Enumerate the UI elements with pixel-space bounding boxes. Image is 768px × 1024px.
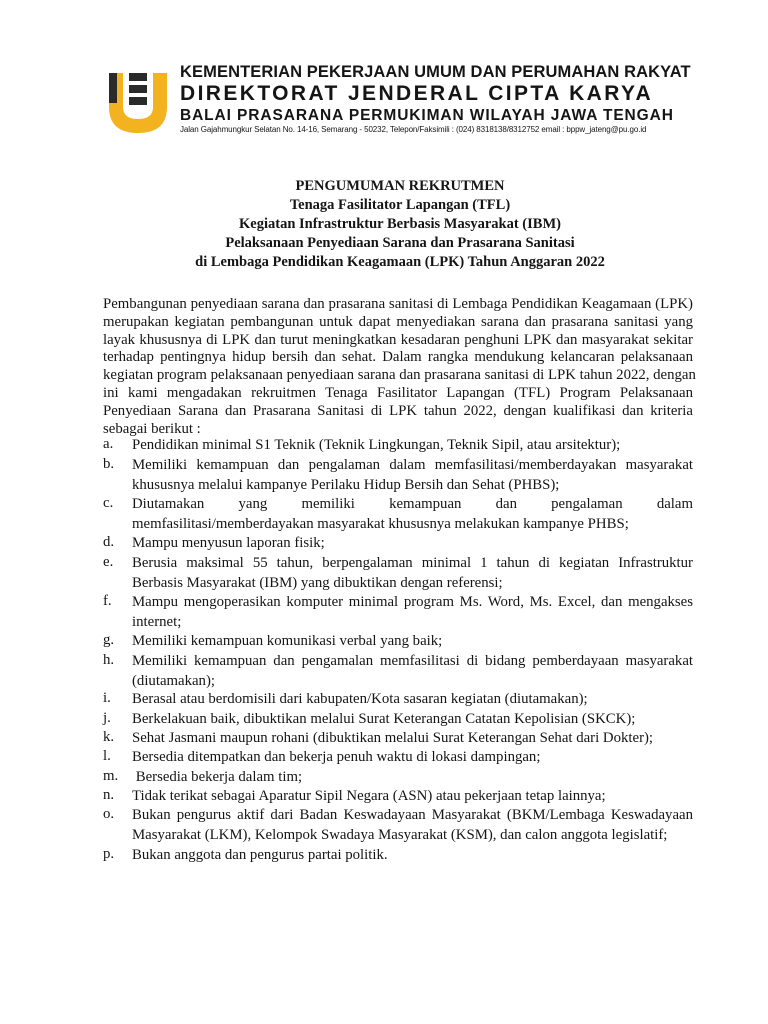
list-marker: p. (103, 846, 115, 862)
list-marker: i. (103, 690, 111, 706)
list-item-text: Sehat Jasmani maupun rohani (dibuktikan melalui Surat Keterangan Sehat dari Dokter); (132, 730, 654, 746)
intro-paragraph (103, 296, 696, 438)
pupr-logo (103, 67, 173, 137)
list-item-text: Berasal atau berdomisili dari kabupaten/Kota sasaran kegiatan (diutamakan); (132, 691, 588, 707)
intro-line: kegiatan program pelaksanaan penyediaan sarana dan prasarana sanitasi di LPK tahun 2022, dengan (103, 367, 696, 384)
intro-line: sebagai berikut : (103, 420, 201, 437)
letterhead-text (180, 62, 700, 135)
list-marker: f. (103, 593, 112, 609)
list-item-text: Bukan anggota dan pengurus partai politik. (132, 847, 388, 863)
list-item-text: (diutamakan); (132, 672, 215, 689)
list-marker: h. (103, 652, 115, 668)
intro-line: layak khususnya di LPK dan turut meningkatkan kesadaran penghuni LPK dan masyarakat sekitar (103, 331, 693, 348)
list-item-text: Diutamakan yang memiliki kemampuan dan pengalaman dalam (132, 496, 693, 512)
list-item-text: Mampu mengoperasikan komputer minimal program Ms. Word, Ms. Excel, dan mengakses (132, 594, 693, 610)
list-item-text: Bersedia bekerja dalam tim; (132, 769, 303, 785)
title-line: Pelaksanaan Penyediaan Sarana dan Prasarana Sanitasi (225, 235, 575, 251)
list-marker: a. (103, 436, 114, 452)
office-name: BALAI PRASARANA PERMUKIMAN WILAYAH JAWA TENGAH (180, 107, 674, 124)
announcement-title (100, 177, 700, 272)
intro-line: Penyediaan Sarana dan Prasarana Sanitasi di LPK tahun 2022, dengan kualifikasi dan kriteria (103, 402, 693, 419)
list-marker: o. (103, 806, 115, 822)
list-marker: d. (103, 534, 115, 550)
list-marker: g. (103, 632, 115, 648)
list-marker: k. (103, 729, 115, 745)
list-item-text: Tidak terikat sebagai Aparatur Sipil Negara (ASN) atau pekerjaan tetap lainnya; (132, 788, 606, 804)
list-item-text: Berkelakuan baik, dibuktikan melalui Surat Keterangan Catatan Kepolisian (SKCK); (132, 711, 636, 727)
ministry-name: KEMENTERIAN PEKERJAAN UMUM DAN PERUMAHAN RAKYAT (180, 63, 691, 81)
list-marker: l. (103, 748, 111, 764)
list-marker: m. (103, 768, 119, 784)
intro-line: ini kami mengadakan rekruitmen Tenaga Fasilitator Lapangan (TFL) Program Pelaksanaan (103, 384, 693, 401)
list-marker: b. (103, 456, 115, 472)
list-item-text: Pendidikan minimal S1 Teknik (Teknik Lingkungan, Teknik Sipil, atau arsitektur); (132, 437, 621, 453)
list-marker: c. (103, 495, 114, 511)
title-line: di Lembaga Pendidikan Keagamaan (LPK) Tahun Anggaran 2022 (195, 254, 605, 270)
list-item-text: Bersedia ditempatkan dan bekerja penuh waktu di lokasi dampingan; (132, 749, 541, 765)
list-item-text: internet; (132, 613, 182, 630)
list-item-text: khususnya melalui kampanye Perilaku Hidup Bersih dan Sehat (PHBS); (132, 476, 560, 493)
list-item-text: Berbasis Masyarakat (IBM) yang dibuktikan dengan referensi; (132, 574, 503, 591)
title-line: PENGUMUMAN REKRUTMEN (295, 178, 505, 194)
list-item-text: Masyarakat (LKM), Kelompok Swadaya Masyarakat (KSM), dan calon anggota legislatif; (132, 826, 668, 843)
list-item-text: Memiliki kemampuan dan pengalaman dalam memfasilitasi/memberdayakan masyarakat (132, 457, 693, 473)
intro-line: merupakan kegiatan pembangunan untuk dapat menyediakan sarana dan prasarana sanitasi yang (103, 313, 693, 330)
list-item-text: Berusia maksimal 55 tahun, berpengalaman minimal 1 tahun di kegiatan Infrastruktur (132, 555, 693, 571)
letterhead (103, 62, 703, 142)
list-item-text: memfasilitasi/memberdayakan masyarakat khususnya melakukan kampanye PHBS; (132, 515, 629, 532)
intro-line: Pembangunan penyediaan sarana dan prasarana sanitasi di Lembaga Pendidikan Keagamaan (LPK) (103, 296, 693, 312)
office-address: Jalan Gajahmungkur Selatan No. 14-16, Semarang - 50232, Telepon/Faksimili : (024) 8318138/8312752 email : bppw_jateng@pu.go.id (180, 125, 647, 134)
directorate-name: DIREKTORAT JENDERAL CIPTA KARYA (180, 82, 654, 105)
title-line: Kegiatan Infrastruktur Berbasis Masyarakat (IBM) (239, 216, 561, 232)
list-marker: e. (103, 554, 114, 570)
list-item-text: Bukan pengurus aktif dari Badan Keswadayaan Masyarakat (BKM/Lembaga Keswadayaan (132, 807, 693, 823)
list-marker: n. (103, 787, 115, 803)
title-line: Tenaga Fasilitator Lapangan (TFL) (289, 197, 511, 213)
list-item-text: Memiliki kemampuan dan pengamalan memfasilitasi di bidang pemberdayaan masyarakat (132, 653, 693, 669)
intro-line: terhadap pentingnya hidup bersih dan sehat. Dalam rangka mendukung kelancaran pelaksanaan (103, 349, 693, 366)
list-item-text: Mampu menyusun laporan fisik; (132, 535, 325, 551)
list-marker: j. (103, 710, 111, 726)
list-item-text: Memiliki kemampuan komunikasi verbal yang baik; (132, 633, 443, 649)
